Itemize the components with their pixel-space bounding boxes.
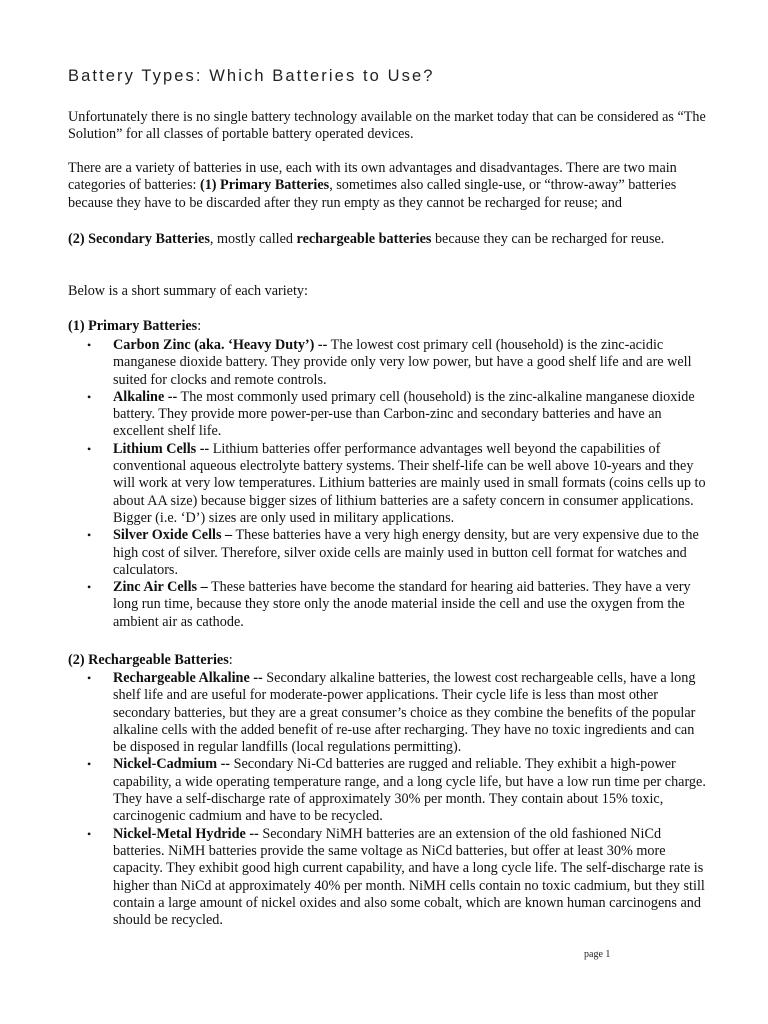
list-item	[68, 441, 708, 527]
bullet-icon: •	[87, 389, 92, 404]
rechargeable-heading-suffix: :	[228, 652, 233, 668]
item-text: Secondary alkaline batteries, the lowest cost rechargeable cells, have a long shelf life and are useful for moderate-power applications. Their cycle life is less than most other secondary batteries, but they are a great consumer’s choice as they combine the benefits of the popular alkaline cells with the added benefit of re-use after recharging. They have no toxic ingredients and can be disposed in regular landfills (local regulations permitting).	[113, 670, 696, 756]
bullet-icon: •	[87, 528, 92, 543]
item-text: The lowest cost primary cell (household) is the zinc-acidic manganese dioxide battery. They provide only very low power, but have a good shelf life and are well suited for clocks and remote controls.	[113, 337, 692, 388]
item-term: Alkaline --	[113, 388, 178, 405]
rechargeable-heading-label: (2) Rechargeable Batteries	[68, 652, 229, 668]
document-title: Battery Types: Which Batteries to Use?	[68, 67, 435, 85]
item-term: Lithium Cells --	[113, 440, 210, 457]
item-term: Zinc Air Cells –	[113, 579, 208, 596]
bullet-icon: •	[87, 580, 92, 595]
page-number: page 1	[584, 949, 611, 960]
list-item	[68, 337, 708, 389]
bullet-icon: •	[87, 441, 92, 456]
primary-heading-label: (1) Primary Batteries	[68, 318, 198, 334]
list-item	[68, 579, 708, 631]
secondary-text-1: , mostly called	[209, 231, 297, 247]
rechargeable-batteries-term: rechargeable batteries	[296, 231, 432, 247]
summary-intro: Below is a short summary of each variety:	[68, 283, 308, 299]
categories-text-2: , sometimes also called single-use, or “throw-away” batteries because they have to be discarded after they run empty as they cannot be recharged for reuse; and	[68, 177, 677, 211]
list-item	[68, 826, 708, 930]
categories-paragraph	[68, 160, 706, 212]
bullet-icon: •	[87, 671, 92, 685]
list-item	[68, 527, 708, 579]
item-text: The most commonly used primary cell (household) is the zinc-alkaline manganese dioxide battery. They provide more power-per-use than Carbon-zinc and secondary batteries and have an excellent shelf life.	[113, 388, 695, 440]
item-text: Lithium batteries offer performance advantages well beyond the capabilities of conventional aqueous electrolyte battery systems. Their shelf-life can be well above 10-years and they will work at very low temperatures. Lithium batteries are mainly used in small formats (coins cells up to about AA size) because bigger sizes of lithium batteries are a safety concern in consumer applications. Bigger (i.e. ‘D’) sizes are only used in military applications.	[113, 440, 706, 526]
item-term: Rechargeable Alkaline --	[113, 670, 263, 686]
bullet-icon: •	[87, 826, 92, 841]
secondary-text-2: because they can be recharged for reuse.	[431, 231, 665, 247]
primary-list	[68, 337, 708, 631]
list-item	[68, 756, 708, 825]
item-text: Secondary NiMH batteries are an extension of the old fashioned NiCd batteries. NiMH batteries provide the same voltage as NiCd batteries, but offer at least 30% more capacity. They exhibit good high current capability, and have a long cycle life. The self-discharge rate is higher than NiCd at approximately 40% per month. NiMH cells contain no toxic cadmium, but they still contain a large amount of nickel oxides and also some cobalt, which are known human carcinogens and should be recycled.	[113, 825, 705, 929]
bullet-icon: •	[87, 757, 92, 772]
item-text: These batteries have become the standard for hearing aid batteries. They have a very long run time, because they store only the anode material inside the cell and use the oxygen from the ambient air as cathode.	[113, 579, 691, 630]
bullet-icon: •	[87, 338, 92, 352]
item-text: Secondary Ni-Cd batteries are rugged and reliable. They exhibit a high-power capability, a wide operating temperature range, and a long cycle life, but have a low run time per charge. They have a self-discharge rate of approximately 30% per month. They contain about 15% toxic, carcinogenic cadmium and have to be recycled.	[113, 756, 706, 825]
secondary-batteries-term: (2) Secondary Batteries	[68, 231, 210, 247]
rechargeable-list	[68, 670, 708, 929]
item-term: Carbon Zinc (aka. ‘Heavy Duty’) --	[113, 337, 328, 353]
primary-batteries-term: (1) Primary Batteries	[199, 177, 330, 194]
item-term: Silver Oxide Cells –	[113, 527, 233, 544]
list-item	[68, 389, 708, 441]
categories-text-1: There are a variety of batteries in use, each with its own advantages and disadvantages. There are two main categories of batteries:	[68, 160, 677, 194]
item-term: Nickel-Cadmium --	[113, 756, 231, 773]
item-text: These batteries have a very high energy density, but are very expensive due to the high cost of silver. Therefore, silver oxide cells are mainly used in button cell format for watches and calculators.	[113, 527, 699, 578]
secondary-paragraph	[68, 231, 706, 248]
list-item	[68, 670, 708, 756]
intro-paragraph: Unfortunately there is no single battery technology available on the market today that can be considered as “The Solution” for all classes of portable battery operated devices.	[68, 109, 706, 143]
rechargeable-heading	[68, 652, 706, 669]
primary-heading-suffix: :	[197, 318, 202, 334]
primary-heading	[68, 318, 706, 335]
item-term: Nickel-Metal Hydride --	[113, 825, 259, 842]
